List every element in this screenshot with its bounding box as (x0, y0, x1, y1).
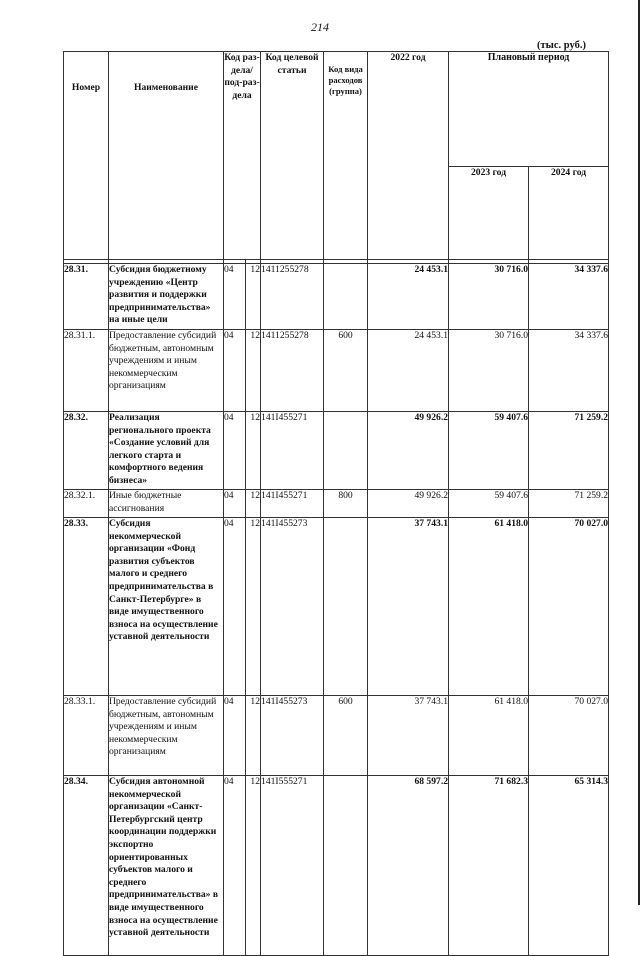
row-number: 28.33.1. (64, 696, 109, 776)
header-2022: 2022 год (368, 52, 449, 260)
row-amount-2023: 30 716.0 (449, 264, 529, 330)
row-name: Субсидия автономной некоммерческой организации «Санкт-Петербургский центр координации поддержки экспортно ориентированных субъектов малого и среднего предпринимательства» в виде имущественного взноса на осуществление уставной деятельности (109, 776, 224, 956)
row-expense-code (324, 518, 368, 696)
row-amount-2024: 65 314.3 (529, 776, 609, 956)
row-amount-2024: 34 337.6 (529, 330, 609, 412)
row-amount-2022: 49 926.2 (368, 490, 449, 518)
row-expense-code: 600 (324, 696, 368, 776)
table-row (64, 264, 609, 330)
row-section-code: 04 (224, 776, 246, 956)
row-amount-2023: 59 407.6 (449, 412, 529, 490)
row-subsection-code: 12 (246, 330, 261, 412)
row-target-code: 141I455273 (261, 696, 324, 776)
row-subsection-code: 12 (246, 518, 261, 696)
row-expense-code (324, 264, 368, 330)
row-amount-2022: 24 453.1 (368, 330, 449, 412)
row-amount-2023: 59 407.6 (449, 490, 529, 518)
row-subsection-code: 12 (246, 696, 261, 776)
row-name: Предоставление субсидий бюджетным, автономным учреждениям и иным некоммерческим организациям (109, 696, 224, 776)
row-amount-2022: 68 597.2 (368, 776, 449, 956)
row-number: 28.32. (64, 412, 109, 490)
row-section-code: 04 (224, 518, 246, 696)
page-number: 214 (311, 20, 329, 34)
row-section-code: 04 (224, 490, 246, 518)
row-section-code: 04 (224, 412, 246, 490)
row-name: Субсидия бюджетному учреждению «Центр развития и поддержки предпринимательства» на иные цели (109, 264, 224, 330)
row-amount-2022: 37 743.1 (368, 518, 449, 696)
row-number: 28.34. (64, 776, 109, 956)
table-row (64, 330, 609, 412)
row-amount-2023: 71 682.3 (449, 776, 529, 956)
header-target: Код целевой статьи (261, 52, 324, 260)
row-subsection-code: 12 (246, 490, 261, 518)
table-row (64, 696, 609, 776)
row-number: 28.31.1. (64, 330, 109, 412)
row-subsection-code: 12 (246, 264, 261, 330)
budget-table (63, 51, 609, 956)
row-amount-2024: 70 027.0 (529, 518, 609, 696)
row-number: 28.32.1. (64, 490, 109, 518)
row-target-code: 141I455271 (261, 412, 324, 490)
header-number: Номер (64, 52, 109, 260)
row-expense-code: 800 (324, 490, 368, 518)
header-expense: Код вида расходов (группа) (324, 52, 368, 260)
row-amount-2024: 71 259.2 (529, 490, 609, 518)
row-target-code: 141I455273 (261, 518, 324, 696)
row-amount-2024: 71 259.2 (529, 412, 609, 490)
units-label: (тыс. руб.) (537, 40, 586, 51)
row-number: 28.33. (64, 518, 109, 696)
header-section: Код раз-дела/ под-раз-дела (224, 52, 261, 260)
row-expense-code: 600 (324, 330, 368, 412)
row-name: Предоставление субсидий бюджетным, автономным учреждениям и иным некоммерческим организациям (109, 330, 224, 412)
row-amount-2023: 30 716.0 (449, 330, 529, 412)
row-target-code: 1411255278 (261, 330, 324, 412)
row-expense-code (324, 776, 368, 956)
row-amount-2022: 37 743.1 (368, 696, 449, 776)
table-row (64, 412, 609, 490)
table-body (64, 264, 609, 956)
row-target-code: 141I555271 (261, 776, 324, 956)
row-name: Реализация регионального проекта «Создание условий для легкого старта и комфортного ведения бизнеса» (109, 412, 224, 490)
row-number: 28.31. (64, 264, 109, 330)
header-name: Наименование (109, 52, 224, 260)
row-target-code: 141I455271 (261, 490, 324, 518)
row-amount-2024: 34 337.6 (529, 264, 609, 330)
row-amount-2023: 61 418.0 (449, 518, 529, 696)
row-name: Субсидия некоммерческой организации «Фонд развития субъектов малого и среднего предпринимательства в Санкт-Петербурге» в виде имущественного взноса на осуществление уставной деятельности (109, 518, 224, 696)
row-section-code: 04 (224, 264, 246, 330)
row-amount-2023: 61 418.0 (449, 696, 529, 776)
row-amount-2022: 49 926.2 (368, 412, 449, 490)
row-subsection-code: 12 (246, 412, 261, 490)
table-row (64, 490, 609, 518)
header-2024: 2024 год (529, 167, 609, 260)
row-subsection-code: 12 (246, 776, 261, 956)
row-amount-2022: 24 453.1 (368, 264, 449, 330)
row-section-code: 04 (224, 696, 246, 776)
table-row (64, 518, 609, 696)
row-amount-2024: 70 027.0 (529, 696, 609, 776)
row-section-code: 04 (224, 330, 246, 412)
table-row (64, 776, 609, 956)
row-name: Иные бюджетные ассигнования (109, 490, 224, 518)
header-planned-period: Плановый период (449, 52, 609, 167)
row-expense-code (324, 412, 368, 490)
row-target-code: 1411255278 (261, 264, 324, 330)
header-2023: 2023 год (449, 167, 529, 260)
